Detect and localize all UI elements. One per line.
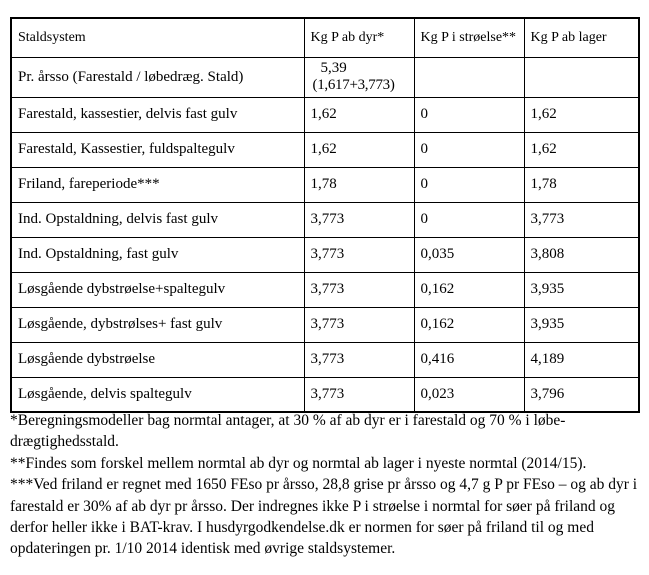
cell-kg-p-i-stroelse <box>414 58 524 98</box>
cell-kg-p-ab-lager: 3,796 <box>524 377 639 412</box>
table-row <box>11 132 639 167</box>
table-row <box>11 202 639 237</box>
cell-staldsystem: Løsgående dybstrøelse+spaltegulv <box>11 272 304 307</box>
staldsystem-norm-table <box>10 17 640 413</box>
header-kg-p-ab-lager: Kg P ab lager <box>524 18 639 58</box>
table-row <box>11 237 639 272</box>
cell-staldsystem: Farestald, kassestier, delvis fast gulv <box>11 97 304 132</box>
cell-kg-p-ab-lager: 1,62 <box>524 97 639 132</box>
cell-kg-p-i-stroelse: 0,035 <box>414 237 524 272</box>
cell-kg-p-ab-lager: 3,773 <box>524 202 639 237</box>
cell-kg-p-ab-dyr: 3,773 <box>304 272 414 307</box>
cell-kg-p-ab-dyr: 1,62 <box>304 97 414 132</box>
header-staldsystem: Staldsystem <box>11 18 304 58</box>
cell-staldsystem: Ind. Opstaldning, delvis fast gulv <box>11 202 304 237</box>
cell-kg-p-ab-dyr: 3,773 <box>304 237 414 272</box>
cell-kg-p-i-stroelse: 0,162 <box>414 307 524 342</box>
cell-kg-p-ab-lager <box>524 58 639 98</box>
cell-kg-p-ab-lager: 3,808 <box>524 237 639 272</box>
cell-kg-p-ab-lager: 3,935 <box>524 272 639 307</box>
cell-kg-p-ab-dyr: 3,773 <box>304 377 414 412</box>
cell-kg-p-i-stroelse: 0 <box>414 167 524 202</box>
cell-staldsystem: Friland, fareperiode*** <box>11 167 304 202</box>
cell-staldsystem: Pr. årsso (Farestald / løbedræg. Stald) <box>11 58 304 98</box>
cell-kg-p-i-stroelse: 0,416 <box>414 342 524 377</box>
header-kg-p-i-stroelse: Kg P i strøelse** <box>414 18 524 58</box>
cell-staldsystem: Løsgående, dybstrølses+ fast gulv <box>11 307 304 342</box>
cell-kg-p-i-stroelse: 0 <box>414 202 524 237</box>
cell-kg-p-i-stroelse: 0 <box>414 97 524 132</box>
footnote-3: ***Ved friland er regnet med 1650 FEso pr årsso, 28,8 grise pr årsso og 4,7 g P pr FEso – og ab dyr i farestald er 30% af ab dyr pr årsso. Der indregnes ikke P i strøelse i normtal for søer på friland og derfor heller ikke i BAT-krav. I husdyrgodkendelse.dk er normen for søer på friland til og med opdateringen pr. 1/10 2014 identisk med øvrige staldsystemer. <box>10 476 638 558</box>
table-row <box>11 167 639 202</box>
header-row <box>11 18 639 58</box>
footnote-1: *Beregningsmodeller bag normtal antager, at 30 % af ab dyr er i farestald og 70 % i løbe-drægtighedsstald. <box>10 412 566 451</box>
table-row <box>11 58 639 98</box>
cell-kg-p-ab-lager: 4,189 <box>524 342 639 377</box>
cell-kg-p-ab-dyr <box>304 58 414 98</box>
cell-kg-p-ab-dyr: 1,78 <box>304 167 414 202</box>
cell-staldsystem: Løsgående, delvis spaltegulv <box>11 377 304 412</box>
cell-kg-p-ab-dyr: 1,62 <box>304 132 414 167</box>
value-total: 5,39 <box>320 60 347 76</box>
cell-kg-p-i-stroelse: 0,023 <box>414 377 524 412</box>
cell-staldsystem: Farestald, Kassestier, fuldspaltegulv <box>11 132 304 167</box>
cell-kg-p-ab-dyr: 3,773 <box>304 342 414 377</box>
cell-kg-p-i-stroelse: 0,162 <box>414 272 524 307</box>
cell-kg-p-ab-dyr: 3,773 <box>304 307 414 342</box>
table-row <box>11 272 639 307</box>
value-breakdown: (1,617+3,773) <box>312 77 395 94</box>
table-row <box>11 307 639 342</box>
table-row <box>11 97 639 132</box>
cell-kg-p-ab-lager: 3,935 <box>524 307 639 342</box>
footnotes <box>10 410 642 560</box>
footnote-2: **Findes som forskel mellem normtal ab dyr og normtal ab lager i nyeste normtal (2014/15). <box>10 454 587 472</box>
table-row <box>11 342 639 377</box>
cell-staldsystem: Løsgående dybstrøelse <box>11 342 304 377</box>
cell-kg-p-ab-dyr: 3,773 <box>304 202 414 237</box>
cell-staldsystem: Ind. Opstaldning, fast gulv <box>11 237 304 272</box>
cell-kg-p-ab-lager: 1,62 <box>524 132 639 167</box>
header-kg-p-ab-dyr: Kg P ab dyr* <box>304 18 414 58</box>
table-row <box>11 377 639 412</box>
cell-kg-p-i-stroelse: 0 <box>414 132 524 167</box>
cell-kg-p-ab-lager: 1,78 <box>524 167 639 202</box>
